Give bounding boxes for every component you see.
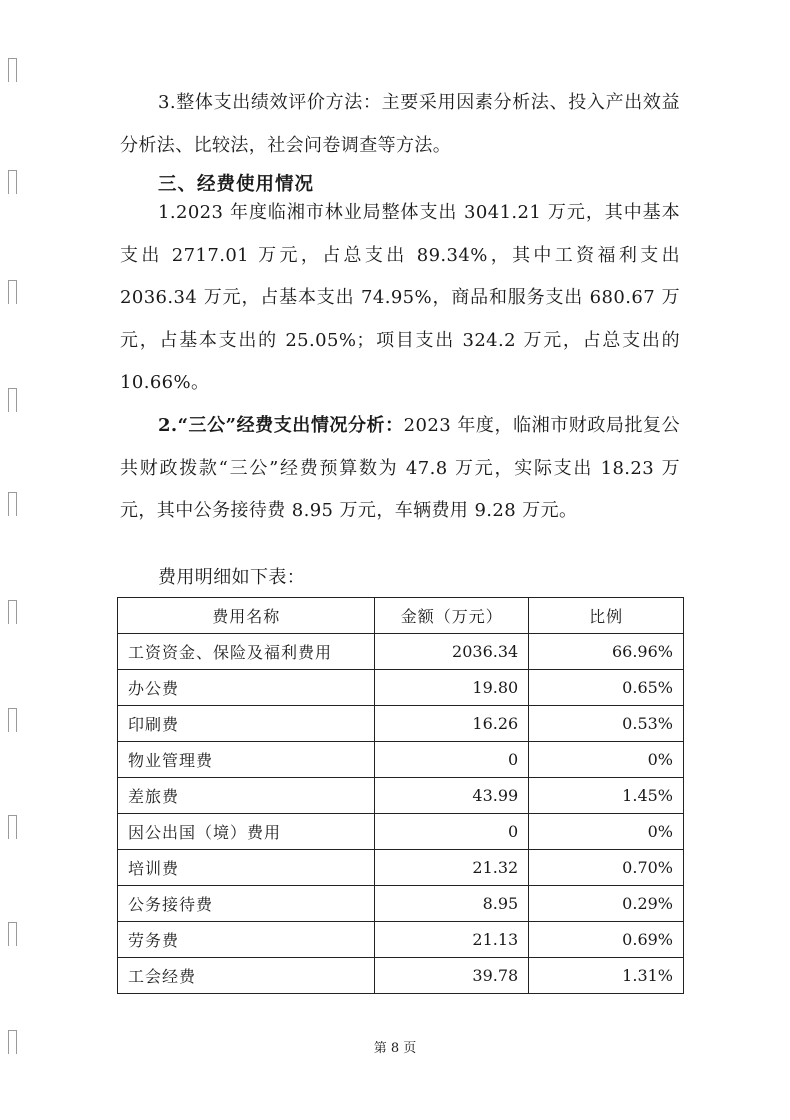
three-public-body: 2023 年度，临湘市财政局批复公共财政拨款“三公”经费预算数为 47.8 万元，实际支出 18.23 万元，其中公务接待费 8.95 万元，车辆费用 9.28 万元。	[120, 415, 680, 521]
fee-detail-table	[117, 597, 684, 994]
fee-amount: 19.80	[375, 670, 529, 706]
fee-amount: 21.32	[375, 850, 529, 886]
fee-amount: 0	[375, 814, 529, 850]
fee-amount: 0	[375, 742, 529, 778]
fee-amount: 16.26	[375, 706, 529, 742]
fee-ratio: 0%	[529, 742, 684, 778]
fee-amount: 39.78	[375, 958, 529, 994]
binding-mark	[8, 58, 17, 82]
table-row	[118, 742, 684, 778]
fee-name: 印刷费	[118, 706, 375, 742]
table-intro: 费用明细如下表：	[158, 567, 306, 588]
binding-mark	[8, 388, 17, 412]
fee-name: 工资资金、保险及福利费用	[118, 634, 375, 670]
fee-name: 培训费	[118, 850, 375, 886]
fee-ratio: 0%	[529, 814, 684, 850]
header-fee-name: 费用名称	[118, 598, 375, 634]
fee-ratio: 0.69%	[529, 922, 684, 958]
table-row	[118, 778, 684, 814]
section-heading: 三、经费使用情况	[158, 174, 315, 195]
fee-amount: 2036.34	[375, 634, 529, 670]
fee-ratio: 66.96%	[529, 634, 684, 670]
table-row	[118, 958, 684, 994]
binding-mark	[8, 492, 17, 516]
table-row	[118, 850, 684, 886]
fee-name: 因公出国（境）费用	[118, 814, 375, 850]
fee-amount: 43.99	[375, 778, 529, 814]
binding-mark	[8, 922, 17, 946]
table-row	[118, 814, 684, 850]
three-public-paragraph	[120, 405, 680, 533]
fee-name: 物业管理费	[118, 742, 375, 778]
table-row	[118, 886, 684, 922]
binding-mark	[8, 708, 17, 732]
binding-mark	[8, 815, 17, 839]
page-number: 第 8 页	[373, 1041, 417, 1056]
expenditure-paragraph: 1.2023 年度临湘市林业局整体支出 3041.21 万元，其中基本支出 2717.01 万元，占总支出 89.34%，其中工资福利支出 2036.34 万元，占基本支出 74.95%，商品和服务支出 680.67 万元，占基本支出的 25.05%；项目支出 324.2 万元，占总支出的 10.66%。	[120, 202, 680, 393]
fee-name: 公务接待费	[118, 886, 375, 922]
binding-mark	[8, 170, 17, 194]
table-row	[118, 706, 684, 742]
table-row	[118, 922, 684, 958]
header-ratio: 比例	[529, 598, 684, 634]
fee-ratio: 0.29%	[529, 886, 684, 922]
method-paragraph: 3.整体支出绩效评价方法：主要采用因素分析法、投入产出效益分析法、比较法，社会问卷调查等方法。	[120, 92, 680, 156]
table-row	[118, 634, 684, 670]
fee-ratio: 1.31%	[529, 958, 684, 994]
fee-amount: 21.13	[375, 922, 529, 958]
binding-mark	[8, 600, 17, 624]
table-header-row	[118, 598, 684, 634]
fee-ratio: 1.45%	[529, 778, 684, 814]
three-public-lead: 2.“三公”经费支出情况分析：	[158, 415, 404, 436]
fee-name: 办公费	[118, 670, 375, 706]
binding-mark	[8, 280, 17, 304]
fee-name: 差旅费	[118, 778, 375, 814]
fee-name: 工会经费	[118, 958, 375, 994]
header-amount: 金额（万元）	[375, 598, 529, 634]
fee-amount: 8.95	[375, 886, 529, 922]
table-row	[118, 670, 684, 706]
fee-ratio: 0.53%	[529, 706, 684, 742]
fee-ratio: 0.65%	[529, 670, 684, 706]
fee-name: 劳务费	[118, 922, 375, 958]
fee-ratio: 0.70%	[529, 850, 684, 886]
